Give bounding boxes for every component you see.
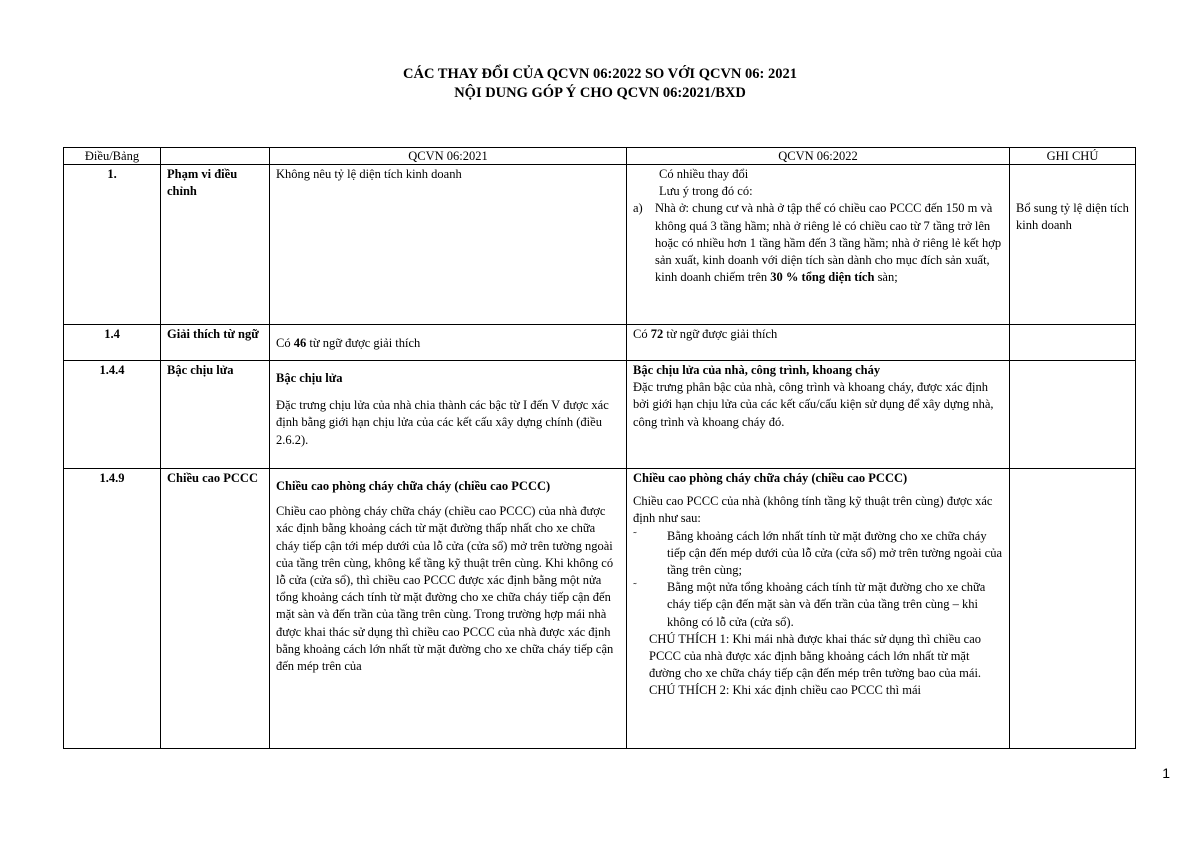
note-2: CHÚ THÍCH 2: Khi xác định chiều cao PCCC thì mái — [649, 683, 921, 698]
old-text: Có 46 từ ngữ được giải thích — [276, 336, 421, 350]
note-cell — [1010, 469, 1136, 749]
new-text: Đặc trưng phân bậc của nhà, công trình và khoang cháy, được xác định bởi giới hạn chịu lửa của các kết cấu/cấu kiện sử dụng để xây dựng nhà, công trình và khoang cháy đó. — [633, 380, 994, 429]
new-cell: Có 72 từ ngữ được giải thích — [627, 325, 1010, 361]
note-text: Bổ sung tỷ lệ diện tích kinh doanh — [1016, 201, 1129, 233]
header-article: Điều/Bảng — [64, 148, 161, 165]
bullet-icon: ˜ — [633, 581, 637, 594]
new-cell — [627, 165, 1010, 325]
old-cell — [270, 325, 627, 361]
header-qcvn-2022: QCVN 06:2022 — [627, 148, 1010, 165]
note-cell — [1010, 165, 1136, 325]
table-row — [64, 325, 1136, 361]
row-number: 1.4.4 — [64, 361, 161, 469]
document-subtitle: NỘI DUNG GÓP Ý CHO QCVN 06:2021/BXD — [454, 85, 746, 101]
row-number: 1. — [64, 165, 161, 325]
header-qcvn-2021: QCVN 06:2021 — [270, 148, 627, 165]
old-cell — [270, 361, 627, 469]
list-item — [633, 200, 1003, 286]
note-1: CHÚ THÍCH 1: Khi mái nhà được khai thác sử dụng thì chiều cao PCCC của nhà được xác định bằng khoảng cách lớn nhất từ mặt đường cho xe chữa cháy tiếp cận đến mép trên tường bao của mái. — [649, 631, 982, 681]
note-cell — [1010, 325, 1136, 361]
document-title: CÁC THAY ĐỔI CỦA QCVN 06:2022 SO VỚI QCVN 06: 2021 — [403, 66, 797, 82]
row-subject: Bậc chịu lửa — [161, 361, 270, 469]
old-text: Chiều cao phòng cháy chữa cháy (chiều cao PCCC) của nhà được xác định bằng khoảng cách từ mặt đường thấp nhất cho xe chữa cháy tiếp cận tới mép dưới của lỗ cửa (cửa sổ) mở trên tường ngoài của tầng trên cùng, không kể tầng kỹ thuật trên cùng. Khi không có lỗ cửa (cửa sổ), thì chiều cao PCCC được xác định bằng một nửa tổng khoảng cách tính từ mặt đường cho xe chữa cháy tiếp cận đến mặt sàn và đến trần của tầng trên cùng. Trong trường hợp mái nhà được khai thác sử dụng thì chiều cao PCCC của nhà được xác định bằng khoảng cách lớn nhất từ mặt đường cho xe chữa cháy tiếp cận đến mép trên của — [276, 504, 614, 674]
bold-emphasis: 30 % tổng diện tích — [770, 270, 875, 285]
header-note: GHI CHÚ — [1010, 148, 1136, 165]
new-heading: Bậc chịu lửa của nhà, công trình, khoang cháy — [633, 363, 881, 377]
row-subject: Chiều cao PCCC — [161, 469, 270, 749]
new-heading: Chiều cao phòng cháy chữa cháy (chiều cao PCCC) — [633, 471, 908, 485]
new-cell — [627, 361, 1010, 469]
old-text: Đặc trưng chịu lửa của nhà chia thành các bậc từ I đến V được xác định bằng giới hạn chịu lửa của các kết cấu xây dựng chính (điều 2.6.2). — [276, 398, 609, 447]
row-number: 1.4 — [64, 325, 161, 361]
list-item — [633, 579, 1003, 631]
table-row — [64, 469, 1136, 749]
list-marker: a) — [633, 201, 643, 216]
old-heading: Bậc chịu lửa — [276, 371, 343, 385]
comparison-table — [63, 147, 1136, 749]
bullet-icon: ˜ — [633, 529, 637, 542]
list-item-text: Nhà ở: chung cư và nhà ở tập thể có chiều cao PCCC đến 150 m và không quá 3 tầng hầm; nhà ở riêng lẻ có chiều cao từ 7 tầng trở lên hoặc có nhiều hơn 1 tầng hầm đến 3 tầng hầm; nhà ở riêng lẻ kết hợp sản xuất, kinh doanh với diện tích sàn dành cho mục đích sản xuất, kinh doanh chiếm trên 30 % tổng diện tích sàn; — [655, 201, 1002, 285]
row-subject: Giải thích từ ngữ — [161, 325, 270, 361]
note-cell — [1010, 361, 1136, 469]
new-line: Có nhiều thay đổi — [659, 167, 749, 181]
new-intro: Chiều cao PCCC của nhà (không tính tầng kỹ thuật trên cùng) được xác định như sau: — [633, 494, 993, 526]
new-cell — [627, 469, 1010, 749]
page-number: 1 — [1162, 765, 1170, 781]
old-cell — [270, 469, 627, 749]
old-heading: Chiều cao phòng cháy chữa cháy (chiều cao PCCC) — [276, 479, 551, 493]
list-item-text: Bằng một nửa tổng khoảng cách tính từ mặt đường cho xe chữa cháy tiếp cận đến mặt sàn và đến trần của tầng trên cùng – khi không có lỗ cửa (cửa sổ). — [667, 580, 986, 629]
list-item — [633, 528, 1003, 580]
table-row — [64, 361, 1136, 469]
list-item-text: Bằng khoảng cách lớn nhất tính từ mặt đường cho xe chữa cháy tiếp cận đến mép dưới của lỗ cửa (cửa sổ) mở trên tường ngoài của tầng trên cùng; — [667, 528, 1003, 578]
header-subject — [161, 148, 270, 165]
new-line: Lưu ý trong đó có: — [659, 184, 753, 199]
row-number: 1.4.9 — [64, 469, 161, 749]
table-header-row — [64, 148, 1136, 165]
old-text: Không nêu tỷ lệ diện tích kinh doanh — [276, 167, 462, 181]
table-row — [64, 165, 1136, 325]
old-cell — [270, 165, 627, 325]
row-subject: Phạm vi điều chỉnh — [161, 165, 270, 325]
